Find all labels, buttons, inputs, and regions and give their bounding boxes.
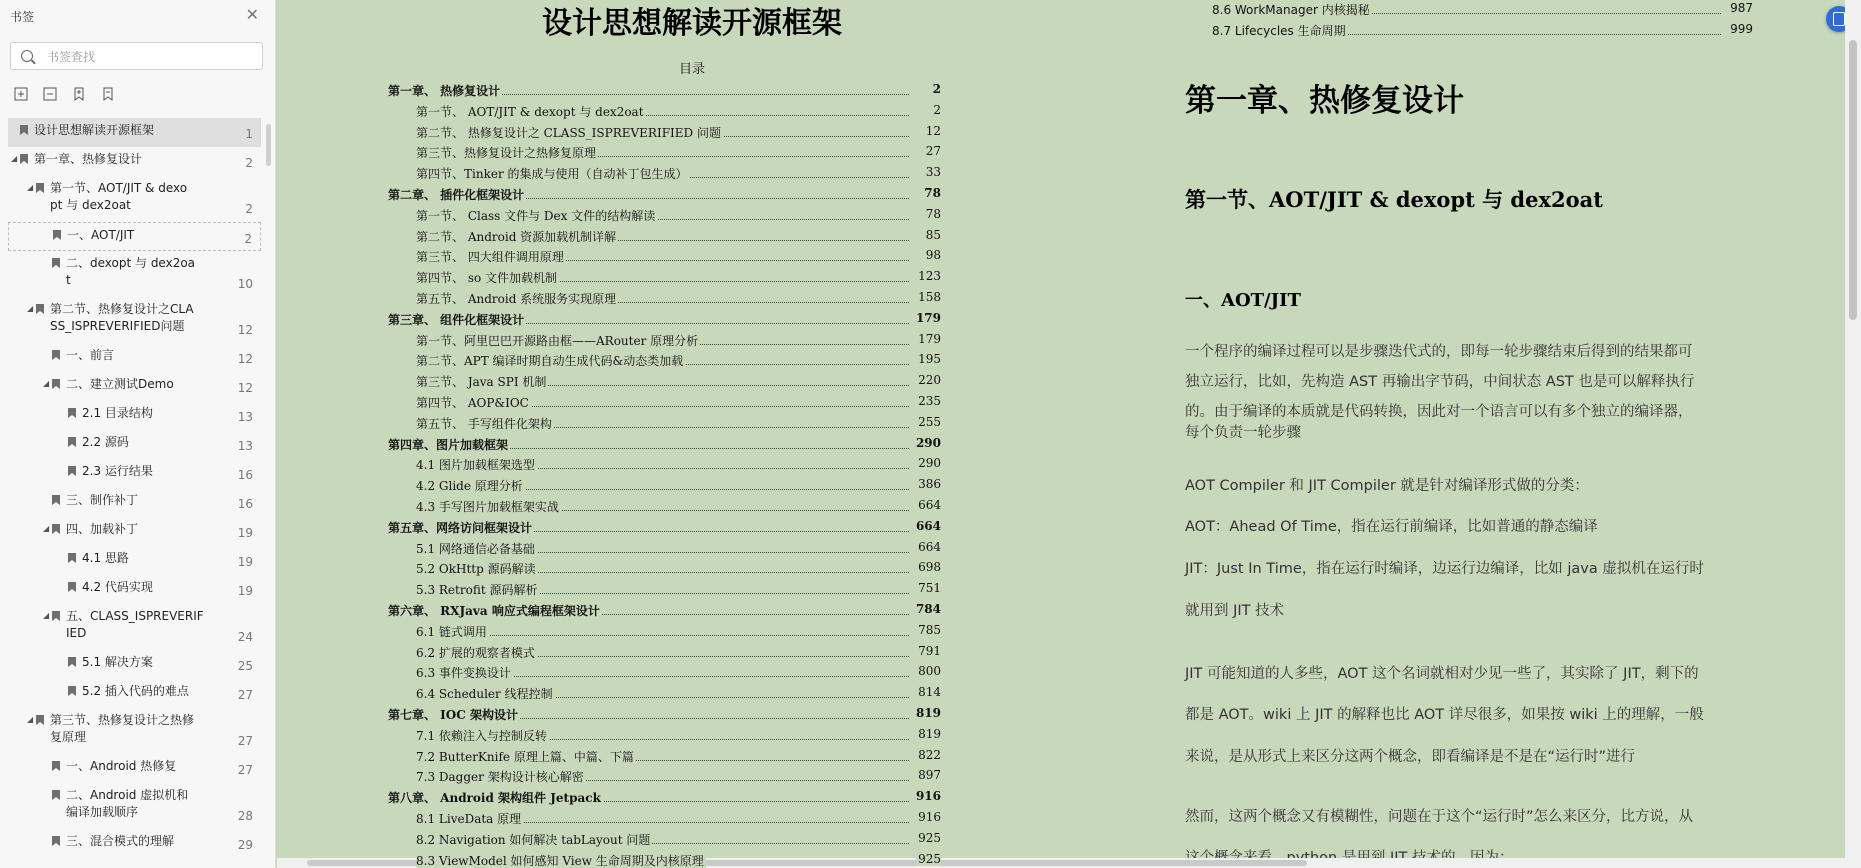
bookmark-label bbox=[82, 550, 129, 567]
bookmark-icon bbox=[36, 183, 44, 193]
toc-page-number: 897 bbox=[918, 768, 941, 783]
bookmark-page-number: 16 bbox=[237, 468, 253, 482]
body-text-line: 就用到 JIT 技术 bbox=[1185, 603, 1285, 619]
expand-toggle-icon[interactable]: ◢ bbox=[11, 154, 18, 163]
toc-entry[interactable] bbox=[416, 290, 941, 306]
bookmark-label-line: 第一章、热修复设计 bbox=[34, 152, 143, 166]
bookmark-label-line: 4.1 思路 bbox=[82, 551, 129, 565]
body-text-line: 然而，这两个概念又有模糊性，问题在于这个“运行时”怎么来区分，比方说，从 bbox=[1185, 809, 1694, 825]
bookmark-icon bbox=[52, 836, 60, 846]
bookmark-item[interactable] bbox=[8, 372, 261, 401]
bookmark-label bbox=[82, 405, 153, 422]
toc-entry-text: 4.1 图片加载框架选型 bbox=[416, 458, 535, 473]
bookmark-label-line: 一、前言 bbox=[66, 348, 115, 362]
bookmark-item[interactable] bbox=[8, 546, 261, 575]
toc-page-number: 195 bbox=[918, 352, 941, 367]
toc-page-number: 2 bbox=[933, 102, 941, 117]
toc-page-number: 925 bbox=[918, 851, 941, 866]
sidebar-scrollbar[interactable] bbox=[266, 124, 271, 166]
toc-leader-dots bbox=[416, 635, 909, 636]
toc-page-number: 179 bbox=[918, 331, 941, 346]
toc-entry-text: 7.2 ButterKnife 原理上篇、中篇、下篇 bbox=[416, 749, 634, 764]
bookmark-label-line: 五、CLASS_ISPREVERIF bbox=[66, 609, 204, 623]
bookmark-label bbox=[82, 579, 153, 596]
bookmark-page-number: 10 bbox=[237, 277, 253, 291]
toc-entry[interactable] bbox=[416, 685, 941, 701]
bookmark-page-number: 12 bbox=[237, 381, 253, 395]
bookmark-label bbox=[66, 376, 174, 393]
bookmark-item[interactable] bbox=[8, 176, 261, 222]
bookmark-label bbox=[66, 608, 204, 642]
document-icon bbox=[1833, 12, 1845, 26]
toc-page-number: 664 bbox=[918, 498, 941, 512]
toc-chapter-entry[interactable] bbox=[388, 519, 941, 535]
toc-entry-text: 8.2 Navigation 如何解决 tabLayout 问题 bbox=[416, 832, 651, 847]
bookmark-label-line: 三、制作补丁 bbox=[66, 493, 139, 507]
toc-page-number: 123 bbox=[918, 269, 941, 284]
subsection-title: 一、AOT/JIT bbox=[1185, 290, 1301, 311]
bookmark-label-line: 5.2 插入代码的难点 bbox=[82, 684, 189, 698]
bookmark-page-number: 24 bbox=[237, 630, 253, 644]
toc-chapter-entry[interactable] bbox=[388, 311, 941, 327]
toc-page-number: 916 bbox=[918, 810, 941, 824]
toc-entry-text: 第四章、图片加载框架 bbox=[388, 437, 509, 452]
bookmark-icon bbox=[52, 611, 60, 621]
toc-entry-text: 6.3 事件变换设计 bbox=[416, 666, 511, 681]
toc-page-number: 664 bbox=[918, 539, 941, 554]
bookmark-label-line: 2.2 源码 bbox=[82, 435, 129, 449]
toc-page-number: 290 bbox=[918, 456, 941, 471]
bookmark-label-line: 复原理 bbox=[50, 730, 87, 744]
bookmark-page-number: 2 bbox=[244, 232, 252, 246]
bookmark-label bbox=[67, 227, 134, 244]
bookmark-label bbox=[34, 151, 142, 168]
toc-heading: 目录 bbox=[678, 62, 705, 77]
toc-page-number: 785 bbox=[918, 622, 941, 637]
bookmark-page-number: 27 bbox=[237, 734, 253, 748]
toc-page-number: 220 bbox=[918, 373, 941, 388]
expand-toggle-icon[interactable]: ◢ bbox=[27, 715, 34, 724]
bookmark-item[interactable] bbox=[8, 118, 261, 147]
bookmark-label-line: 4.2 代码实现 bbox=[82, 580, 153, 594]
toc-chapter-entry[interactable] bbox=[388, 186, 941, 202]
bookmark-item[interactable] bbox=[8, 343, 261, 372]
scrollbar-thumb[interactable] bbox=[1849, 40, 1857, 320]
toc-entry[interactable] bbox=[416, 560, 941, 576]
body-text-line: JIT：Just In Time，指在运行时编译，边运行边编译，比如 java 虚拟机在运行时 bbox=[1185, 561, 1704, 577]
toc-entry-text: 第三节、热修复设计之热修复原理 bbox=[416, 146, 597, 161]
toc-page-number: 916 bbox=[915, 789, 941, 804]
section-title: 第一节、AOT/JIT & dexopt 与 dex2oat bbox=[1185, 187, 1603, 212]
toc-entry-text: 第六章、 RXJava 响应式编程框架设计 bbox=[388, 604, 600, 618]
bookmark-icon bbox=[53, 230, 61, 240]
bookmark-item[interactable] bbox=[8, 251, 261, 297]
bookmark-label-line: 一、AOT/JIT bbox=[67, 228, 135, 242]
bookmark-page-number: 27 bbox=[237, 688, 253, 702]
toc-entry[interactable] bbox=[416, 394, 941, 410]
toc-page-number: 78 bbox=[924, 186, 941, 200]
bookmark-icon bbox=[20, 125, 28, 135]
bookmark-label-line: pt 与 dex2oat bbox=[50, 198, 131, 212]
bookmark-icon bbox=[68, 437, 76, 447]
bookmark-icon bbox=[36, 715, 44, 725]
bookmark-icon bbox=[68, 466, 76, 476]
bookmark-label-line: 5.1 解决方案 bbox=[82, 655, 153, 669]
toc-page-number: 78 bbox=[925, 206, 941, 221]
toc-page-number: 814 bbox=[918, 685, 941, 700]
bookmark-panel bbox=[0, 0, 276, 868]
add-bookmark-icon[interactable] bbox=[72, 86, 86, 100]
toc-entry[interactable] bbox=[416, 165, 941, 181]
toc-entry-text: 第八章、 Android 架构组件 Jetpack bbox=[388, 791, 601, 806]
toc-page-number: 255 bbox=[918, 414, 941, 429]
bookmark-label bbox=[82, 434, 129, 451]
bookmark-icon bbox=[36, 304, 44, 314]
toc-page-number: 664 bbox=[915, 518, 941, 533]
toc-entry[interactable] bbox=[416, 581, 941, 597]
panel-title: 书签 bbox=[10, 10, 35, 24]
search-icon bbox=[21, 50, 33, 62]
toc-page-number: 27 bbox=[925, 144, 941, 159]
body-text-line: 都是 AOT。wiki 上 JIT 的解释也比 AOT 详尽很多，如果按 wiki 上的理解，一般 bbox=[1185, 707, 1704, 723]
bookmark-label-line: IED bbox=[66, 626, 87, 640]
toc-entry-text: 5.2 OkHttp 源码解读 bbox=[416, 562, 536, 577]
bookmark-label bbox=[82, 683, 189, 700]
toc-entry[interactable] bbox=[416, 228, 941, 244]
toc-page-number: 290 bbox=[915, 435, 941, 450]
bookmark-label-line: 二、Android 虚拟机和 bbox=[66, 788, 189, 802]
bookmark-page-number: 29 bbox=[237, 838, 253, 852]
bookmark-item[interactable] bbox=[8, 829, 261, 858]
bookmark-icon bbox=[68, 408, 76, 418]
vertical-scrollbar[interactable] bbox=[1845, 0, 1861, 868]
toc-entry[interactable] bbox=[416, 540, 941, 556]
bookmark-item[interactable] bbox=[8, 401, 261, 430]
expand-toggle-icon[interactable]: ◢ bbox=[43, 611, 50, 620]
toc-page-number: 819 bbox=[918, 726, 941, 741]
toc-entry-text: 5.1 网络通信必备基础 bbox=[416, 541, 535, 556]
toc-entry-text: 第四节、Tinker 的集成与使用（自动补丁包生成） bbox=[416, 167, 688, 182]
toc-page-number: 791 bbox=[918, 643, 941, 658]
toc-page-number: 819 bbox=[915, 706, 941, 720]
toc-entry-text: 6.4 Scheduler 线程控制 bbox=[416, 687, 553, 702]
toc-entry-text: 4.3 手写图片加载框架实战 bbox=[416, 500, 559, 514]
bookmark-label-line: t bbox=[66, 273, 71, 287]
toc-page-number: 33 bbox=[925, 165, 941, 180]
toc-entry-text: 第二节、 Android 资源加载机制详解 bbox=[416, 229, 617, 244]
toc-entry-text: 第二节、APT 编译时期自动生成代码&动态类加载 bbox=[416, 354, 684, 369]
bookmark-icon bbox=[52, 761, 60, 771]
toc-page-number: 698 bbox=[918, 560, 941, 575]
document-view bbox=[277, 0, 1845, 868]
bookmark-label-line: 四、加载补丁 bbox=[66, 522, 139, 536]
toc-entry-text: 第五章、网络访问框架设计 bbox=[388, 520, 533, 535]
bookmark-page-number: 25 bbox=[237, 659, 253, 673]
bookmark-label-line: 第三节、热修复设计之热修 bbox=[50, 713, 195, 727]
toc-chapter-entry[interactable] bbox=[388, 436, 941, 452]
bookmark-item[interactable] bbox=[8, 708, 261, 754]
body-text-line: 的。由于编译的本质就是代码转换，因此对一个语言可以有多个独立的编译器， bbox=[1185, 404, 1693, 420]
bookmark-label bbox=[34, 122, 154, 139]
bookmark-label-line: 第二节、热修复设计之CLA bbox=[50, 302, 194, 316]
bookmark-label-line: 2.3 运行结果 bbox=[82, 464, 153, 478]
toc-entry-text: 第一章、 热修复设计 bbox=[388, 84, 501, 98]
expand-toggle-icon[interactable]: ◢ bbox=[43, 379, 50, 388]
bookmark-item[interactable] bbox=[8, 604, 261, 650]
bookmark-page-number: 19 bbox=[237, 555, 253, 569]
toc-entry[interactable] bbox=[416, 623, 941, 639]
bookmark-item[interactable] bbox=[8, 517, 261, 546]
toc-entry[interactable] bbox=[416, 477, 941, 493]
toc-entry-text: 第七章、 IOC 架构设计 bbox=[388, 708, 518, 722]
body-text-line: 一个程序的编译过程可以是步骤迭代式的，即每一轮步骤结束后得到的结果都可 bbox=[1185, 344, 1693, 360]
bookmark-item[interactable] bbox=[8, 679, 261, 708]
body-text-line: JIT 可能知道的人多些，AOT 这个名词就相对少见一些了，其实除了 JIT，剩下的 bbox=[1185, 666, 1699, 682]
bookmark-page-number: 13 bbox=[237, 439, 253, 453]
bookmark-item[interactable] bbox=[8, 297, 261, 343]
toc-entry-text: 第五节、 Android 系统服务实现原理 bbox=[416, 292, 617, 306]
bookmark-icon bbox=[68, 553, 76, 563]
bookmark-item[interactable] bbox=[8, 222, 261, 251]
expand-all-icon[interactable] bbox=[14, 86, 28, 100]
bookmark-tree bbox=[8, 118, 261, 868]
bookmark-page-number: 19 bbox=[237, 584, 253, 598]
toc-entry[interactable] bbox=[416, 727, 941, 743]
bookmark-label bbox=[66, 255, 195, 289]
close-icon[interactable]: ✕ bbox=[245, 5, 259, 24]
toc-entry-text: 第一节、 Class 文件与 Dex 文件的结构解读 bbox=[416, 208, 656, 223]
toc-entry-text: 第四节、 AOP&IOC bbox=[416, 396, 529, 410]
bookmark-page-number: 13 bbox=[237, 410, 253, 424]
toc-entry-text: 第一节、 AOT/JIT & dexopt 与 dex2oat bbox=[416, 104, 644, 119]
bookmark-label bbox=[66, 492, 138, 509]
bookmark-label bbox=[50, 301, 194, 335]
bookmark-item[interactable] bbox=[8, 650, 261, 679]
bookmark-page-number: 2 bbox=[245, 156, 253, 170]
toc-page-number: 987 bbox=[1730, 1, 1753, 15]
bookmark-label-line: 2.1 目录结构 bbox=[82, 406, 153, 420]
bookmark-page-number: 28 bbox=[237, 809, 253, 823]
bookmark-label bbox=[66, 347, 114, 364]
bookmark-icon bbox=[52, 379, 60, 389]
toc-entry-text: 8.3 ViewModel 如何感知 View 生命周期及内核原理 bbox=[416, 853, 704, 868]
toc-entry[interactable] bbox=[416, 352, 941, 368]
bookmark-icon bbox=[52, 258, 60, 268]
body-text-line: 独立运行，比如，先构造 AST 再输出字节码，中间状态 AST 也是可以解释执行 bbox=[1185, 374, 1695, 390]
bookmark-label-line: 编译加载顺序 bbox=[66, 805, 139, 819]
toc-entry-text: 第五节、 手写组件化架构 bbox=[416, 416, 552, 431]
bookmark-item[interactable] bbox=[8, 459, 261, 488]
bookmark-label bbox=[66, 758, 176, 775]
bookmark-page-number: 12 bbox=[237, 352, 253, 366]
bookmark-page-number: 2 bbox=[245, 202, 253, 216]
bookmark-page-number: 16 bbox=[237, 497, 253, 511]
toc-page-number: 158 bbox=[918, 290, 941, 304]
remove-bookmark-icon[interactable] bbox=[101, 86, 115, 100]
toc-page-number: 12 bbox=[925, 123, 941, 138]
toc-chapter-entry[interactable] bbox=[388, 602, 941, 618]
toc-entry-text: 5.3 Retrofit 源码解析 bbox=[416, 583, 538, 598]
bookmark-label-line: 设计思想解读开源框架 bbox=[34, 123, 155, 137]
toc-entry[interactable] bbox=[416, 103, 941, 119]
toc-entry[interactable] bbox=[416, 124, 941, 140]
toc-chapter-entry[interactable] bbox=[388, 706, 941, 722]
toc-page-number: 235 bbox=[918, 394, 941, 408]
bookmark-label-line: SS_ISPREVERIFIED问题 bbox=[50, 319, 185, 333]
bookmark-label-line: 二、dexopt 与 dex2oa bbox=[66, 256, 196, 270]
toc-page-number: 999 bbox=[1730, 22, 1753, 36]
toc-entry[interactable] bbox=[416, 748, 941, 764]
bookmark-label bbox=[66, 833, 174, 850]
toc-entry-text: 7.1 依赖注入与控制反转 bbox=[416, 728, 547, 743]
bookmark-label bbox=[66, 521, 138, 538]
bookmark-label bbox=[66, 787, 188, 821]
body-text-line: 每个负责一轮步骤 bbox=[1185, 425, 1301, 441]
toc-entry[interactable] bbox=[416, 373, 941, 389]
toc-page-number: 386 bbox=[918, 477, 941, 492]
expand-toggle-icon[interactable]: ◢ bbox=[27, 183, 34, 192]
toc-page-number: 822 bbox=[918, 747, 941, 762]
toc-entry[interactable] bbox=[416, 456, 941, 472]
toc-entry[interactable] bbox=[416, 664, 941, 680]
toc-entry-text: 第三节、 四大组件调用原理 bbox=[416, 250, 564, 265]
toc-entry[interactable] bbox=[416, 144, 941, 160]
toc-entry-text: 8.1 LiveData 原理 bbox=[416, 812, 522, 826]
toc-entry[interactable] bbox=[416, 207, 941, 223]
bookmark-label-line: 二、建立测试Demo bbox=[66, 377, 174, 391]
bookmark-page-number: 12 bbox=[237, 323, 253, 337]
bookmark-item[interactable] bbox=[8, 147, 261, 176]
toc-entry[interactable] bbox=[416, 810, 941, 826]
toc-entry[interactable] bbox=[416, 768, 941, 784]
toc-chapter-entry[interactable] bbox=[388, 789, 941, 805]
body-text-line: 来说，是从形式上来区分这两个概念，即看编译是不是在“运行时”进行 bbox=[1185, 749, 1636, 765]
expand-toggle-icon[interactable]: ◢ bbox=[43, 524, 50, 533]
toc-page-number: 784 bbox=[915, 602, 941, 616]
bookmark-label bbox=[50, 180, 187, 214]
toc-entry[interactable] bbox=[416, 831, 941, 847]
toc-entry-text: 8.7 Lifecycles 生命周期 bbox=[1212, 24, 1346, 38]
bookmark-label-line: 第一节、AOT/JIT & dexo bbox=[50, 181, 188, 195]
toc-entry[interactable] bbox=[416, 415, 941, 431]
toc-entry-text: 7.3 Dagger 架构设计核心解密 bbox=[416, 770, 584, 785]
toc-entry-text: 第一节、阿里巴巴开源路由框——ARouter 原理分析 bbox=[416, 333, 699, 348]
toc-entry[interactable] bbox=[416, 269, 941, 285]
bookmark-search-box[interactable] bbox=[10, 42, 263, 70]
collapse-all-icon[interactable] bbox=[43, 86, 57, 100]
toc-entry[interactable] bbox=[1212, 1, 1753, 17]
bookmark-icon bbox=[68, 686, 76, 696]
toc-entry[interactable] bbox=[416, 248, 941, 264]
toc-entry[interactable] bbox=[1212, 22, 1753, 38]
toc-chapter-entry[interactable] bbox=[388, 82, 941, 98]
toc-entry-text: 4.2 Glide 原理分析 bbox=[416, 479, 523, 494]
bookmark-item[interactable] bbox=[8, 754, 261, 783]
toc-page-number: 98 bbox=[925, 248, 941, 263]
toc-page-number: 2 bbox=[932, 82, 941, 96]
bookmark-label bbox=[82, 654, 153, 671]
bookmark-icon bbox=[20, 154, 28, 164]
body-text-line: AOT Compiler 和 JIT Compiler 就是针对编译形式做的分类： bbox=[1185, 478, 1589, 494]
toc-entry-text: 第三节、 Java SPI 机制 bbox=[416, 375, 547, 390]
toc-entry[interactable] bbox=[416, 332, 941, 348]
body-text-line: AOT：Ahead Of Time，指在运行前编译，比如普通的静态编译 bbox=[1185, 519, 1598, 535]
toc-entry-text: 第四节、 so 文件加载机制 bbox=[416, 271, 558, 286]
bookmark-search-input[interactable] bbox=[45, 47, 249, 67]
toc-entry-text: 第二章、 插件化框架设计 bbox=[388, 188, 525, 202]
toc-entry[interactable] bbox=[416, 498, 941, 514]
bookmark-icon bbox=[52, 790, 60, 800]
document-title: 设计思想解读开源框架 bbox=[542, 6, 842, 41]
bookmark-page-number: 27 bbox=[237, 763, 253, 777]
bookmark-item[interactable] bbox=[8, 488, 261, 517]
toc-page-number: 751 bbox=[918, 581, 941, 596]
bookmark-icon bbox=[68, 657, 76, 667]
toc-page-number: 179 bbox=[915, 310, 941, 325]
bookmark-label bbox=[82, 463, 153, 480]
bookmark-icon bbox=[52, 350, 60, 360]
bookmark-item[interactable] bbox=[8, 575, 261, 604]
chapter-title: 第一章、热修复设计 bbox=[1185, 83, 1464, 119]
toc-page-number: 85 bbox=[925, 227, 941, 242]
toc-entry-text: 6.1 链式调用 bbox=[416, 624, 487, 639]
toc-entry-text: 6.2 扩展的观察者模式 bbox=[416, 645, 535, 660]
toc-entry-text: 第三章、 组件化框架设计 bbox=[388, 312, 525, 327]
bookmark-icon bbox=[52, 495, 60, 505]
bookmark-label-line: 三、混合模式的理解 bbox=[66, 834, 175, 848]
toc-page-number: 800 bbox=[918, 664, 941, 679]
toc-entry-text: 8.6 WorkManager 内核揭秘 bbox=[1212, 3, 1370, 17]
bookmark-label bbox=[50, 712, 194, 746]
bookmark-page-number: 19 bbox=[237, 526, 253, 540]
bookmark-label-line: 一、Android 热修复 bbox=[66, 759, 177, 773]
toc-page-number: 925 bbox=[918, 830, 941, 845]
bookmark-page-number: 1 bbox=[245, 127, 253, 141]
bookmark-item[interactable] bbox=[8, 783, 261, 829]
expand-toggle-icon[interactable]: ◢ bbox=[27, 304, 34, 313]
toc-entry-text: 第二节、 热修复设计之 CLASS_ISPREVERIFIED 问题 bbox=[416, 125, 721, 140]
bookmark-icon bbox=[52, 524, 60, 534]
toc-entry[interactable] bbox=[416, 644, 941, 660]
bookmark-icon bbox=[68, 582, 76, 592]
bookmark-item[interactable] bbox=[8, 430, 261, 459]
